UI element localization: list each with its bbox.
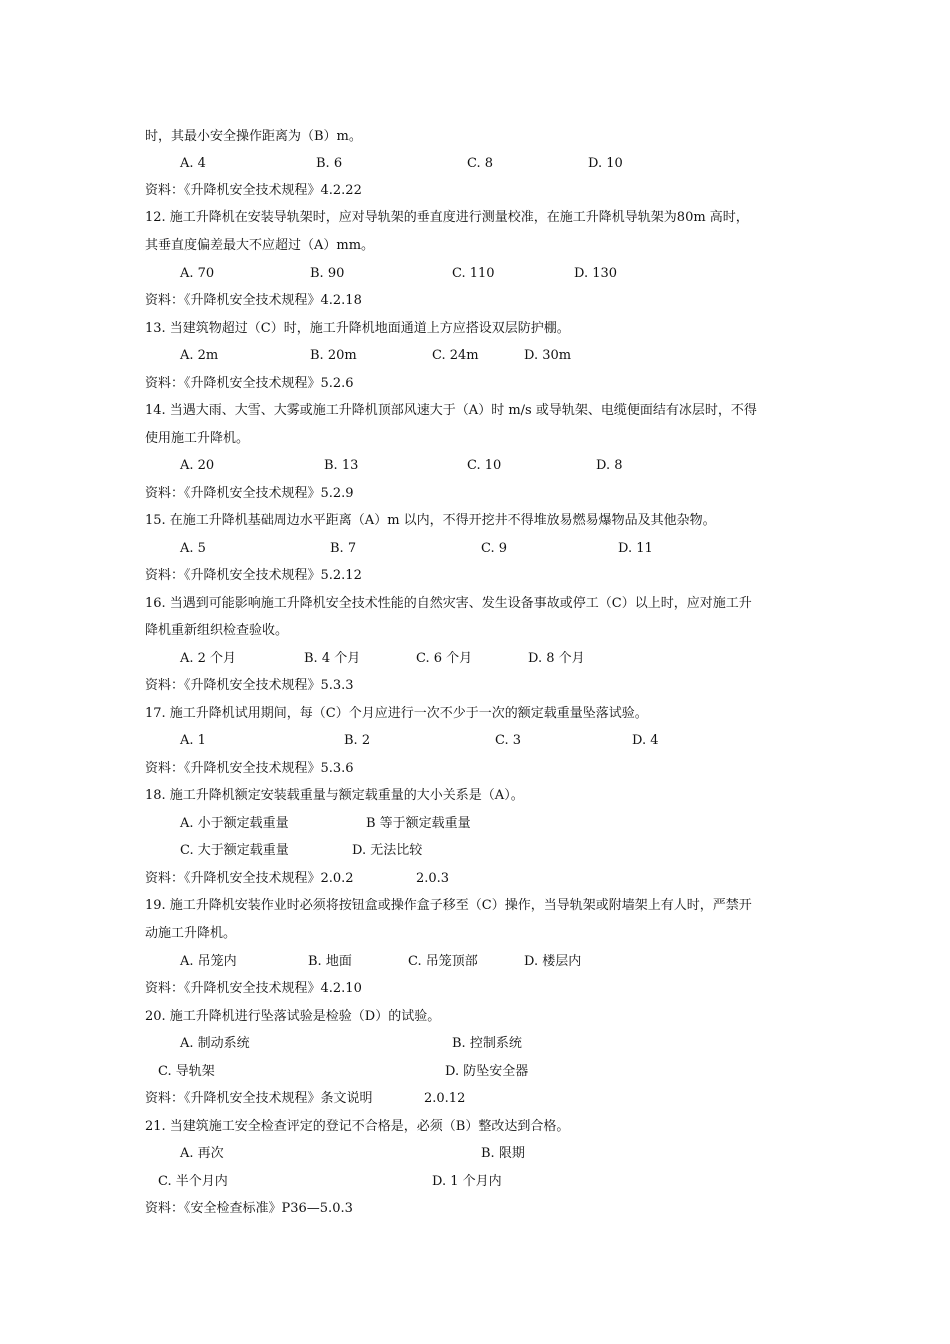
text-line: A. 2 个月	[180, 651, 237, 666]
text-line: 资料：《升降机安全技术规程》5.2.6	[145, 376, 354, 391]
text-line: 20. 施工升降机进行坠落试验是检验（D）的试验。	[145, 1009, 441, 1024]
text-line: A. 1	[180, 733, 206, 748]
text-line: 13. 当建筑物超过（C）时，施工升降机地面通道上方应搭设双层防护棚。	[145, 321, 570, 336]
text-line: C. 9	[481, 541, 508, 556]
text-line: C. 大于额定载重量	[180, 843, 289, 858]
text-line: B. 2	[344, 733, 371, 748]
text-line: 资料：《升降机安全技术规程》5.2.12	[145, 568, 362, 583]
text-line: C. 导轨架	[158, 1064, 215, 1079]
text-line: C. 24m	[432, 348, 479, 363]
text-line: 动施工升降机。	[145, 926, 237, 941]
text-line: D. 防坠安全器	[445, 1064, 529, 1079]
text-line: 降机重新组织检查验收。	[145, 623, 289, 638]
text-line: D. 130	[574, 266, 618, 281]
text-line: 18. 施工升降机额定安装载重量与额定载重量的大小关系是（A）。	[145, 788, 524, 803]
text-line: D. 8 个月	[528, 651, 585, 666]
text-line: D. 楼层内	[524, 954, 582, 969]
text-line: 14. 当遇大雨、大雪、大雾或施工升降机顶部风速大于（A）时 m/s 或导轨架、电缆便面结有冰层时，不得	[145, 403, 757, 418]
text-line: 资料：《升降机安全技术规程》5.3.3	[145, 678, 354, 693]
text-line: B. 20m	[310, 348, 357, 363]
text-line: B. 4 个月	[304, 651, 361, 666]
text-line: A. 再次	[180, 1146, 224, 1161]
text-line: D. 30m	[524, 348, 572, 363]
text-line: D. 10	[588, 156, 623, 171]
text-line: C. 半个月内	[158, 1174, 228, 1189]
text-line: C. 吊笼顶部	[408, 954, 478, 969]
text-line: 资料：《升降机安全技术规程》4.2.18	[145, 293, 362, 308]
text-line: A. 5	[180, 541, 206, 556]
text-line: B. 90	[310, 266, 345, 281]
text-line: D. 无法比较	[352, 843, 423, 858]
text-line: B. 限期	[481, 1146, 525, 1161]
text-line: B. 地面	[308, 954, 352, 969]
text-line: 15. 在施工升降机基础周边水平距离（A）m 以内，不得开挖井不得堆放易燃易爆物品及其他杂物。	[145, 513, 716, 528]
text-line: A. 小于额定载重量	[180, 816, 289, 831]
text-line: 时，其最小安全操作距离为（B）m。	[145, 129, 362, 144]
text-line: D. 11	[618, 541, 653, 556]
text-line: 12. 施工升降机在安装导轨架时，应对导轨架的垂直度进行测量校准，在施工升降机导轨架为80m 高时，	[145, 210, 749, 225]
text-line: 17. 施工升降机试用期间，每（C）个月应进行一次不少于一次的额定载重量坠落试验。	[145, 706, 648, 721]
text-line: 资料：《升降机安全技术规程》5.2.9	[145, 486, 354, 501]
text-line: C. 6 个月	[416, 651, 473, 666]
text-line: D. 8	[596, 458, 623, 473]
text-line: 资料：《升降机安全技术规程》4.2.22	[145, 183, 362, 198]
text-line: C. 3	[495, 733, 522, 748]
text-line: A. 2m	[180, 348, 219, 363]
text-line: 资料：《升降机安全技术规程》4.2.10	[145, 981, 362, 996]
text-line: 21. 当建筑施工安全检查评定的登记不合格是，必须（B）整改达到合格。	[145, 1119, 570, 1134]
text-line: 使用施工升降机。	[145, 431, 250, 446]
text-line: B 等于额定载重量	[366, 816, 471, 831]
text-line: 2.0.12	[424, 1091, 466, 1106]
text-line: 19. 施工升降机安装作业时必须将按钮盒或操作盒子移至（C）操作，当导轨架或附墙架上有人时，严禁开	[145, 898, 752, 913]
text-line: 2.0.3	[416, 871, 450, 886]
text-line: A. 70	[180, 266, 215, 281]
text-line: 资料：《升降机安全技术规程》条文说明	[145, 1091, 373, 1106]
text-line: A. 4	[180, 156, 206, 171]
text-line: C. 8	[467, 156, 494, 171]
text-line: A. 吊笼内	[180, 954, 237, 969]
text-line: A. 20	[180, 458, 215, 473]
text-line: C. 10	[467, 458, 502, 473]
text-line: B. 13	[324, 458, 359, 473]
text-line: A. 制动系统	[180, 1036, 250, 1051]
text-line: B. 7	[330, 541, 357, 556]
text-line: D. 4	[632, 733, 659, 748]
text-line: B. 6	[316, 156, 343, 171]
text-line: C. 110	[452, 266, 495, 281]
text-line: 资料：《升降机安全技术规程》2.0.2	[145, 871, 354, 886]
text-line: 资料：《安全检查标准》P36—5.0.3	[145, 1201, 353, 1216]
text-line: 其垂直度偏差最大不应超过（A）mm。	[145, 238, 375, 253]
text-line: D. 1 个月内	[432, 1174, 502, 1189]
text-line: B. 控制系统	[452, 1036, 522, 1051]
text-line: 资料：《升降机安全技术规程》5.3.6	[145, 761, 354, 776]
text-line: 16. 当遇到可能影响施工升降机安全技术性能的自然灾害、发生设备事故或停工（C）以上时，应对施工升	[145, 596, 752, 611]
